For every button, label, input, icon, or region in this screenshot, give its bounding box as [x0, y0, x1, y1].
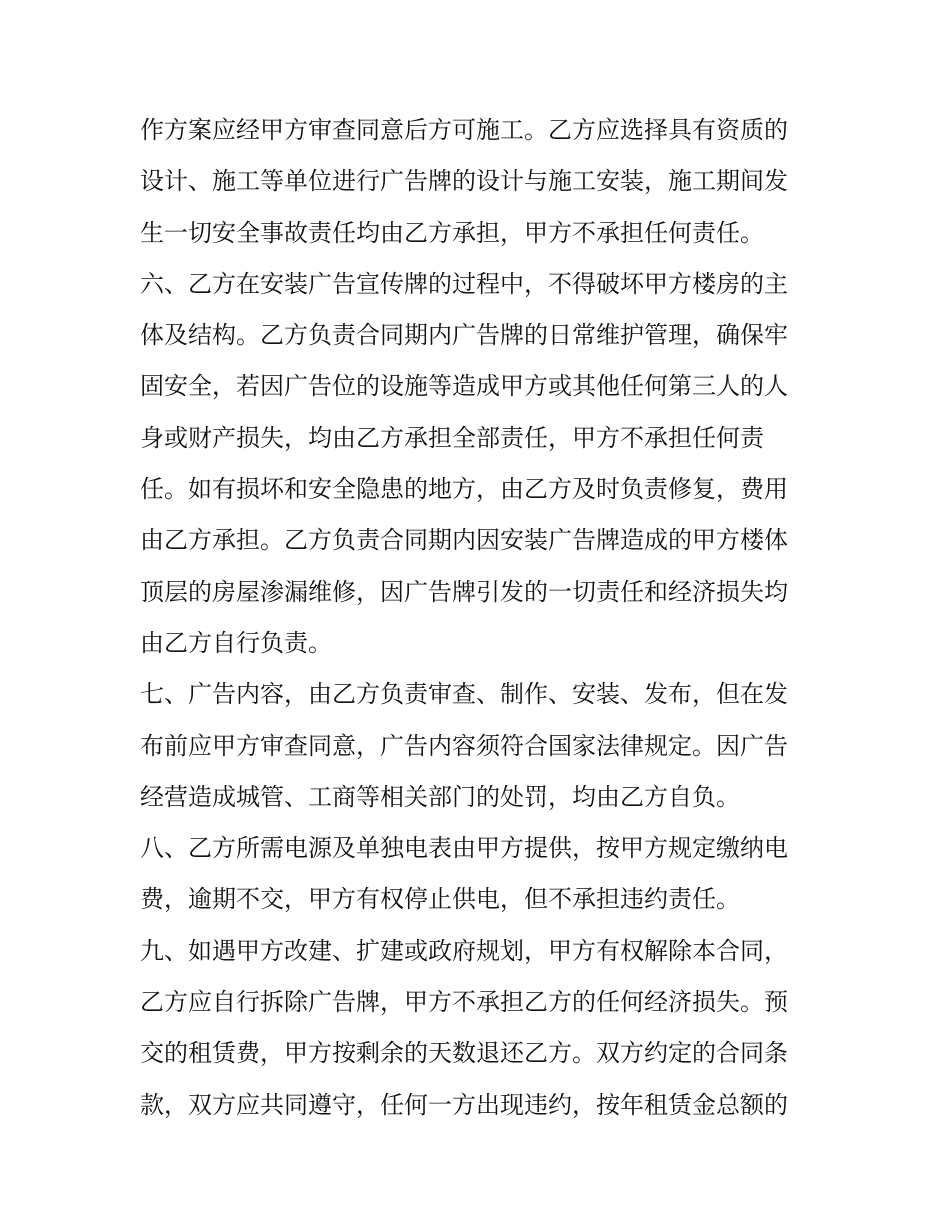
clause-9-start: 九、如遇甲方改建、扩建或政府规划，甲方有权解除本合同， — [140, 936, 788, 965]
text-line: 费，逾期不交，甲方有权停止供电，但不承担违约责任。 — [140, 885, 740, 914]
clause-7-start: 七、广告内容，由乙方负责审查、制作、安装、发布，但在发 — [140, 680, 788, 709]
text-line: 作方案应经甲方审查同意后方可施工。乙方应选择具有资质的 — [140, 116, 788, 144]
text-line: 身或财产损失，均由乙方承担全部责任，甲方不承担任何责 — [140, 423, 764, 452]
clause-6-start: 六、乙方在安装广告宣传牌的过程中，不得破坏甲方楼房的主 — [140, 269, 788, 298]
text-line: 任。如有损坏和安全隐患的地方，由乙方及时负责修复，费用 — [140, 475, 788, 504]
text-line: 固安全，若因广告位的设施等造成甲方或其他任何第三人的人 — [140, 372, 788, 401]
text-line: 由乙方承担。乙方负责合同期内因安装广告牌造成的甲方楼体 — [140, 526, 788, 555]
text-line: 乙方应自行拆除广告牌，甲方不承担乙方的任何经济损失。预 — [140, 988, 788, 1017]
text-line: 款，双方应共同遵守，任何一方出现违约，按年租赁金总额的 — [140, 1090, 788, 1119]
text-line: 由乙方自行负责。 — [140, 628, 332, 657]
contract-text-block — [140, 105, 820, 1131]
clause-8-start: 八、乙方所需电源及单独电表由甲方提供，按甲方规定缴纳电 — [140, 834, 788, 863]
text-line: 生一切安全事故责任均由乙方承担，甲方不承担任何责任。 — [140, 218, 764, 247]
text-line: 体及结构。乙方负责合同期内广告牌的日常维护管理，确保牢 — [140, 321, 788, 350]
text-line: 布前应甲方审查同意，广告内容须符合国家法律规定。因广告 — [140, 731, 788, 760]
text-line: 顶层的房屋渗漏维修，因广告牌引发的一切责任和经济损失均 — [140, 577, 788, 606]
text-line: 经营造成城管、工商等相关部门的处罚，均由乙方自负。 — [140, 782, 740, 811]
text-line: 设计、施工等单位进行广告牌的设计与施工安装，施工期间发 — [140, 167, 788, 196]
text-line: 交的租赁费，甲方按剩余的天数退还乙方。双方约定的合同条 — [140, 1039, 788, 1068]
